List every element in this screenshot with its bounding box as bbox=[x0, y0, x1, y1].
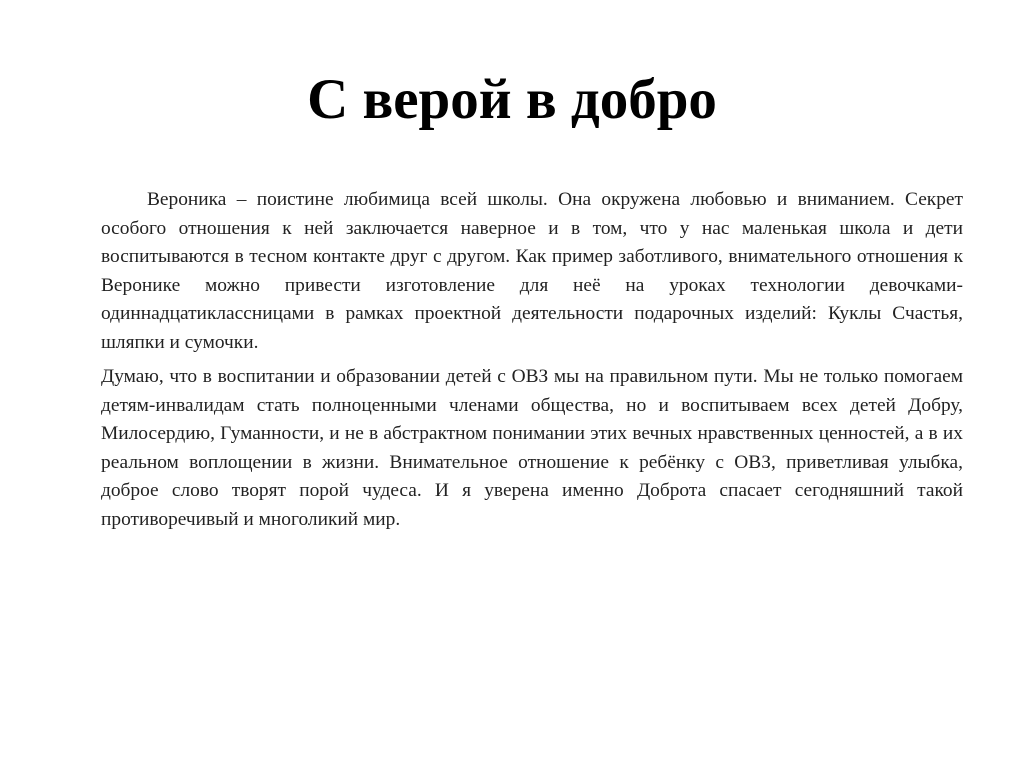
body-paragraph-2: Думаю, что в воспитании и образовании детей с ОВЗ мы на правильном пути. Мы не только помогаем детям-инвалидам стать полноценными членами общества, но и воспитываем всех детей Добру, Милосердию, Гуманности, и не в абстрактном понимании этих вечных нравственных ценностей, а в их реальном воплощении в жизни. Внимательное отношение к ребёнку с ОВЗ, приветливая улыбка, доброе слово творят порой чудеса. И я уверена именно Доброта спасает сегодняшний такой противоречивый и многоликий мир. bbox=[101, 366, 963, 530]
slide-body bbox=[101, 186, 963, 534]
slide-title: С верой в добро bbox=[307, 68, 717, 131]
body-paragraph-1: Вероника – поистине любимица всей школы. Она окружена любовью и вниманием. Секрет особого отношения к ней заключается наверное и в том, что у нас маленькая школа и дети воспитываются в тесном контакте друг с другом. Как пример заботливого, внимательного отношения к Веронике можно привести изготовление для неё на уроках технологии девочками-одиннадцатиклассницами в рамках проектной деятельности подарочных изделий: Куклы Счастья, шляпки и сумочки. bbox=[101, 189, 963, 353]
